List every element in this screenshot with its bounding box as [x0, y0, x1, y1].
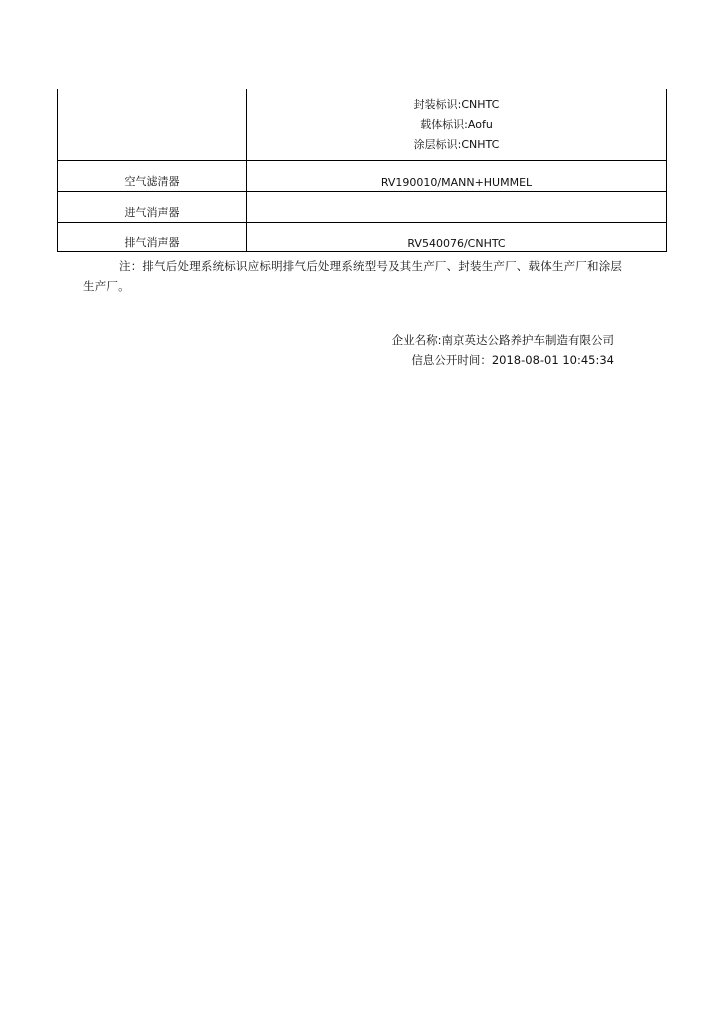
- company-name: 企业名称:南京英达公路养护车制造有限公司: [391, 333, 614, 347]
- table-row: [58, 161, 667, 192]
- table-cell-value: [247, 192, 667, 223]
- table-cell-value: [247, 89, 667, 161]
- company-block: [392, 330, 614, 370]
- package-mark: 封装标识:CNHTC: [413, 97, 500, 111]
- disclosure-timestamp: 信息公开时间：2018-08-01 10:45:34: [411, 353, 614, 367]
- carrier-mark: 载体标识:Aofu: [420, 117, 493, 131]
- table-cell-value: RV540076/CNHTC: [247, 223, 667, 252]
- spec-table: [57, 89, 667, 252]
- table-cell-label: [58, 89, 247, 161]
- table-cell-label: 空气滤清器: [58, 161, 247, 192]
- table-cell-label: 排气消声器: [58, 223, 247, 252]
- table-row: [58, 223, 667, 252]
- coating-mark: 涂层标识:CNHTC: [413, 137, 500, 151]
- table-cell-value: RV190010/MANN+HUMMEL: [247, 161, 667, 192]
- table-cell-label: 进气消声器: [58, 192, 247, 223]
- footnote: 注：排气后处理系统标识应标明排气后处理系统型号及其生产厂、封装生产厂、载体生产厂和涂层生产厂。: [83, 259, 623, 293]
- table-row: [58, 89, 667, 161]
- table-row: [58, 192, 667, 223]
